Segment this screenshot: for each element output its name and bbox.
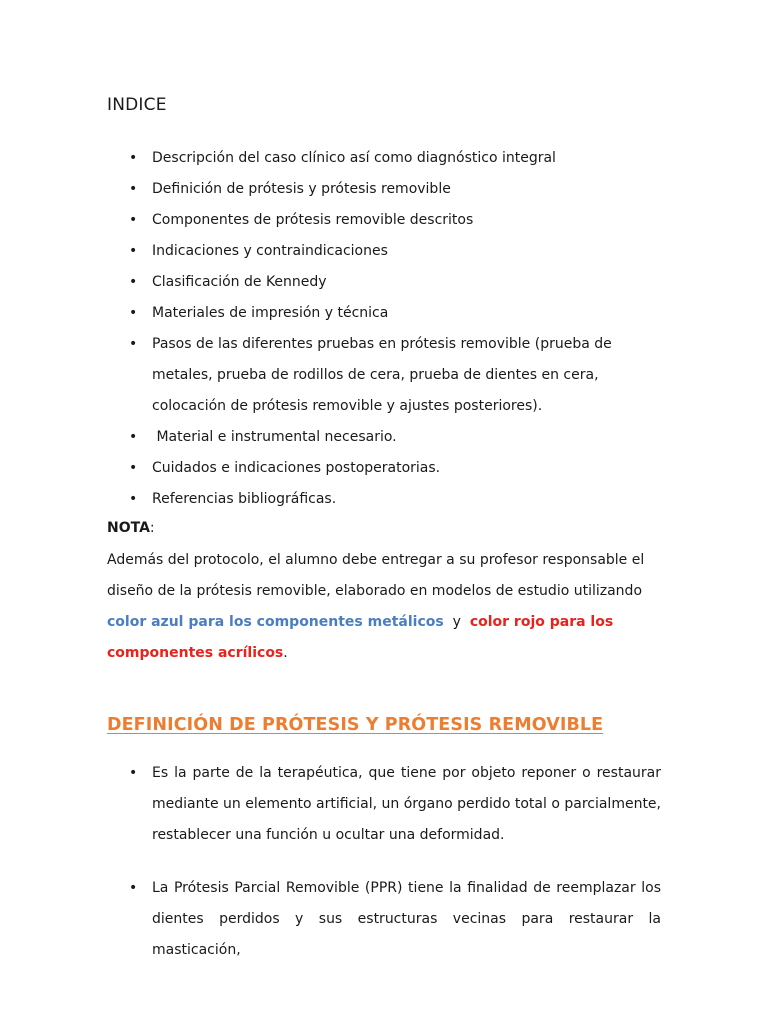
list-item [107, 453, 627, 484]
list-item-text: La Prótesis Parcial Removible (PPR) tiene la finalidad de reemplazar los dientes perdidos y sus estructuras vecinas para restaurar la masticación, [152, 880, 661, 958]
list-item-text: Material e instrumental necesario. [152, 429, 397, 445]
bullet-icon: • [129, 336, 138, 352]
nota-heading [107, 518, 155, 538]
list-item [107, 484, 627, 515]
list-item-text: Pasos de las diferentes pruebas en prótesis removible (prueba de metales, prueba de rodillos de cera, prueba de dientes en cera, colocación de prótesis removible y ajustes posteriores). [152, 336, 612, 414]
list-item [107, 174, 627, 205]
list-item-text: Clasificación de Kennedy [152, 274, 327, 290]
list-item [107, 758, 661, 851]
list-item [107, 873, 661, 966]
bullet-icon: • [129, 274, 138, 290]
bullet-icon: • [129, 765, 138, 781]
nota-body-text: Además del protocolo, el alumno debe entregar a su profesor responsable el diseño de la prótesis removible, elaborado en modelos de estudio utilizando [107, 552, 645, 599]
nota-paragraph [107, 545, 647, 669]
indice-list [107, 143, 627, 515]
indice-title: INDICE [107, 95, 167, 115]
nota-red-text: color rojo para los componentes acrílicos [107, 614, 614, 661]
list-item-text: Indicaciones y contraindicaciones [152, 243, 388, 259]
bullet-icon: • [129, 243, 138, 259]
list-item-text: Descripción del caso clínico así como diagnóstico integral [152, 150, 556, 166]
list-item [107, 422, 627, 453]
list-item [107, 205, 627, 236]
nota-end: . [283, 645, 288, 661]
bullet-icon: • [129, 460, 138, 476]
list-item-text: Referencias bibliográficas. [152, 491, 337, 507]
bullet-icon: • [129, 880, 138, 896]
bullet-icon: • [129, 212, 138, 228]
list-item [107, 298, 627, 329]
list-item-text: Es la parte de la terapéutica, que tiene por objeto reponer o restaurar mediante un elemento artificial, un órgano perdido total o parcialmente, restablecer una función u ocultar una deformidad. [152, 765, 661, 843]
nota-connector: y [443, 614, 470, 630]
nota-label: NOTA [107, 520, 150, 536]
bullet-icon: • [129, 150, 138, 166]
list-item-text: Componentes de prótesis removible descritos [152, 212, 474, 228]
list-item [107, 143, 627, 174]
list-item-text: Cuidados e indicaciones postoperatorias. [152, 460, 441, 476]
nota-blue-text: color azul para los componentes metálicos [107, 614, 444, 630]
list-item-text: Materiales de impresión y técnica [152, 305, 389, 321]
list-item [107, 267, 627, 298]
list-item-text: Definición de prótesis y prótesis removible [152, 181, 451, 197]
bullet-icon: • [129, 491, 138, 507]
nota-colon: : [149, 520, 155, 536]
bullet-icon: • [129, 305, 138, 321]
bullet-icon: • [129, 181, 138, 197]
list-item [107, 236, 627, 267]
section-title: DEFINICIÓN DE PRÓTESIS Y PRÓTESIS REMOVIBLE [107, 715, 604, 735]
bullet-icon: • [129, 429, 138, 445]
definition-list [107, 758, 661, 988]
list-item [107, 329, 627, 422]
